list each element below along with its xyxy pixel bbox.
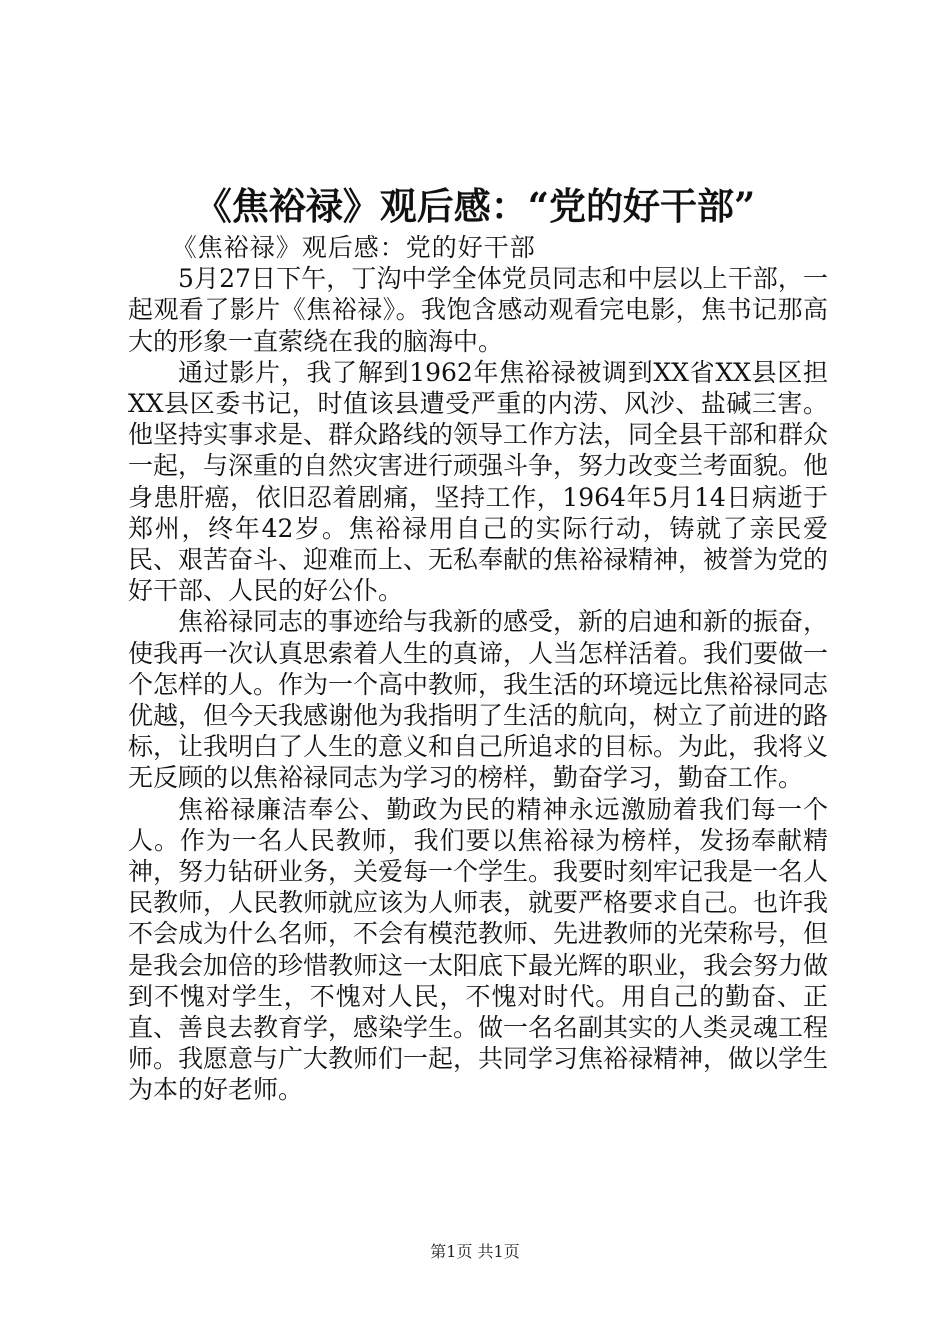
document-body [128,232,828,1106]
page-footer: 第1页 共1页 [430,1242,520,1261]
document-title: 《焦裕禄》观后感：“党的好干部” [194,184,756,228]
paragraph-2: 通过影片，我了解到1962年焦裕禄被调到XX省XX县区担XX县区委书记，时值该县遭受严重的内涝、风沙、盐碱三害。他坚持实事求是、群众路线的领导工作方法，同全县干部和群众一起，与深重的自然灾害进行顽强斗争，努力改变兰考面貌。他身患肝癌，依旧忍着剧痛，坚持工作，1964年5月14日病逝于郑州，终年42岁。焦裕禄用自己的实际行动，铸就了亲民爱民、艰苦奋斗、迎难而上、无私奉献的焦裕禄精神，被誉为党的好干部、人民的好公仆。 [128,357,829,606]
paragraph-3: 焦裕禄同志的事迹给与我新的感受，新的启迪和新的振奋，使我再一次认真思索着人生的真谛，人当怎样活着。我们要做一个怎样的人。作为一个高中教师，我生活的环境远比焦裕禄同志优越，但今天我感谢他为我指明了生活的航向，树立了前进的路标，让我明白了人生的意义和自己所追求的目标。为此，我将义无反顾的以焦裕禄同志为学习的榜样，勤奋学习，勤奋工作。 [128,607,829,793]
paragraph-4: 焦裕禄廉洁奉公、勤政为民的精神永远激励着我们每一个人。作为一名人民教师，我们要以焦裕禄为榜样，发扬奉献精神，努力钻研业务，关爱每一个学生。我要时刻牢记我是一名人民教师，人民教师就应该为人师表，就要严格要求自己。也许我不会成为什么名师，不会有模范教师、先进教师的光荣称号，但是我会加倍的珍惜教师这一太阳底下最光辉的职业，我会努力做到不愧对学生，不愧对人民，不愧对时代。用自己的勤奋、正直、善良去教育学，感染学生。做一名名副其实的人类灵魂工程师。我愿意与广大教师们一起，共同学习焦裕禄精神，做以学生为本的好老师。 [128,794,829,1105]
paragraph-1: 5月27日下午，丁沟中学全体党员同志和中层以上干部，一起观看了影片《焦裕禄》。我饱含感动观看完电影，焦书记那高大的形象一直萦绕在我的脑海中。 [128,264,828,356]
document-subtitle: 《焦裕禄》观后感：党的好干部 [171,233,536,262]
